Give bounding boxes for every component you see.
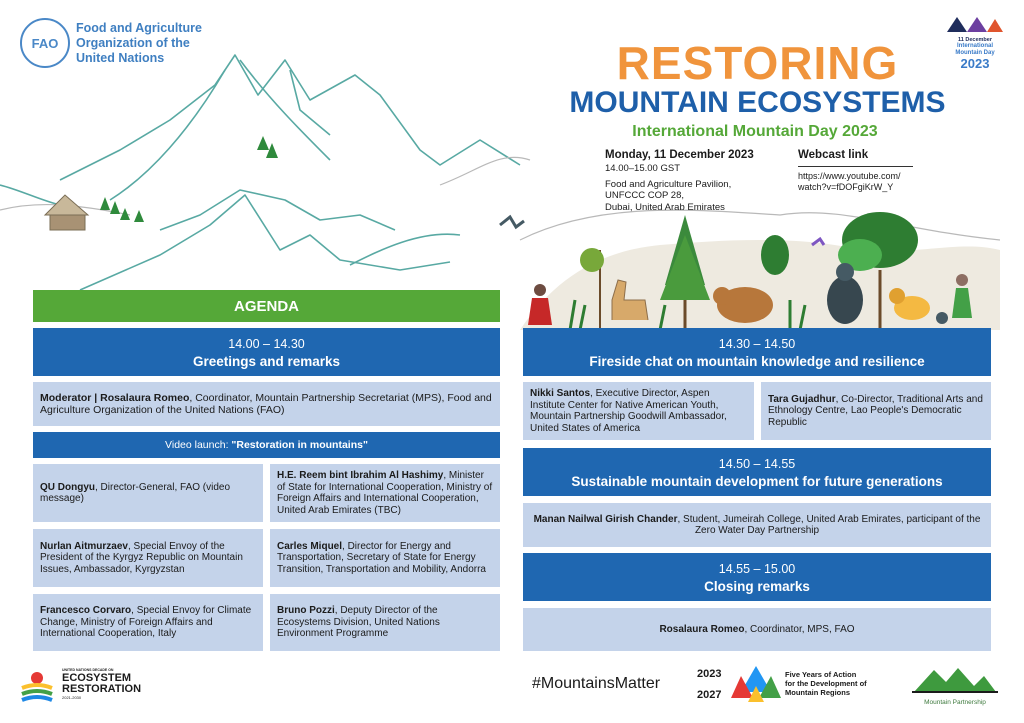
webcast-label: Webcast link [798, 148, 913, 167]
un-decade-line4: 2021-2030 [62, 695, 82, 700]
five-years-line3: Mountain Regions [785, 688, 850, 697]
fao-line2: Organization of the [76, 36, 190, 50]
imd-logo [940, 14, 1010, 70]
mountain-partnership-icon [912, 664, 998, 694]
fao-logo [20, 18, 70, 68]
speaker-card-romeo [523, 608, 991, 651]
title-mountain-ecosystems: MOUNTAIN ECOSYSTEMS [569, 86, 946, 119]
event-venue1: Food and Agriculture Pavilion, [605, 178, 732, 190]
event-info [605, 148, 785, 213]
slot-fireside-title: Fireside chat on mountain knowledge and resilience [589, 354, 925, 369]
five-years-line1: Five Years of Action [785, 670, 857, 679]
video-launch-title: "Restoration in mountains" [231, 439, 368, 451]
years-top: 2023 [697, 668, 722, 680]
fao-name [76, 21, 202, 66]
years-bottom: 2027 [697, 689, 722, 701]
speaker-9-name: Manan Nailwal Girish Chander [533, 513, 678, 525]
speaker-7-role: , Executive Director, Aspen Institute Center for Native American Youth, Mountain Partnership Goodwill Ambassador, United States of America [530, 388, 727, 434]
moderator-role: , Coordinator, Mountain Partnership Secretariat (MPS), Food and Agriculture Organization of the United Nations (FAO) [40, 392, 492, 416]
speaker-6-name: Bruno Pozzi [277, 605, 335, 617]
mountain-partnership-label: Mountain Partnership [924, 699, 986, 706]
slot-closing-time: 14.55 – 15.00 [718, 562, 796, 576]
speaker-2-role: , Minister of State for International Cooperation, Ministry of Foreign Affairs and International Cooperation, United Arab Emirates (TBC) [277, 470, 493, 516]
fao-line3: United Nations [76, 51, 165, 65]
slot-fireside-time: 14.30 – 14.50 [718, 337, 796, 351]
imd-year: 2023 [960, 56, 990, 71]
un-decade-line1: UNITED NATIONS DECADE ON [62, 668, 114, 672]
fao-logo-text: FAO [31, 35, 59, 51]
slot-greetings-time: 14.00 – 14.30 [228, 337, 305, 351]
speaker-3-name: Nurlan Aitmurzaev [40, 540, 128, 552]
speaker-card-al-hashimy [270, 464, 500, 522]
slot-sustainable-title: Sustainable mountain development for future generations [571, 474, 943, 489]
imd-line1: 11 December [958, 37, 992, 43]
slot-sustainable-time: 14.50 – 14.55 [718, 457, 796, 471]
speaker-10-name: Rosalaura Romeo [659, 623, 745, 635]
speaker-9-role: , Student, Jumeirah College, United Arab Emirates, participant of the Zero Water Day Partnership [677, 513, 981, 536]
speaker-2-name: H.E. Reem bint Ibrahim Al Hashimy [277, 470, 444, 481]
speaker-card-corvaro [33, 594, 263, 651]
speaker-card-chander [523, 503, 991, 547]
five-years-line2: for the Development of [785, 679, 867, 688]
slot-closing-remarks [523, 553, 991, 601]
ecosystem-restoration-icon [18, 668, 56, 706]
speaker-1-role: , Director-General, FAO (video message) [40, 481, 231, 504]
webcast-url-1[interactable]: https://www.youtube.com/ [798, 171, 901, 181]
slot-closing-title: Closing remarks [704, 579, 810, 594]
slot-sustainable-development [523, 448, 991, 496]
five-years-logo [697, 664, 897, 708]
speaker-7-name: Nikki Santos [530, 388, 591, 399]
speaker-10-role: , Coordinator, MPS, FAO [744, 623, 855, 635]
mountain-partnership-logo [910, 664, 1000, 708]
title-restoring: RESTORING [616, 37, 899, 89]
agenda-label: AGENDA [233, 297, 299, 315]
event-date: Monday, 11 December 2023 [605, 149, 754, 161]
un-decade-line2: ECOSYSTEM [62, 672, 132, 684]
five-years-mountains-icon [731, 664, 781, 704]
hashtag: #MountainsMatter [532, 675, 661, 692]
fao-line1: Food and Agriculture [76, 21, 202, 35]
speaker-3-role: , Special Envoy of the President of the Kyrgyz Republic on Mountain Issues, Ambassador, Kyrgyzstan [40, 540, 243, 575]
speaker-8-role: , Co-Director, Traditional Arts and Ethnology Centre, Lao People's Democratic Republic [768, 393, 983, 428]
agenda-header [33, 290, 500, 322]
speaker-5-name: Francesco Corvaro [40, 605, 132, 617]
slot-greetings [33, 328, 500, 376]
webcast-info [798, 148, 913, 192]
event-time: 14.00–15.00 GST [605, 163, 680, 174]
subtitle-imd: International Mountain Day 2023 [632, 123, 878, 140]
webcast-url-2[interactable]: watch?v=fDOFgiKrW_Y [798, 181, 894, 192]
imd-line2: International [956, 43, 993, 49]
imd-mountains-icon [945, 14, 1005, 32]
video-launch-bar [33, 432, 500, 458]
un-decade-line3: RESTORATION [62, 683, 142, 695]
speaker-card-gujadhur [761, 382, 991, 440]
event-venue3: Dubai, United Arab Emirates [605, 201, 725, 213]
video-launch-prefix: Video launch: [165, 439, 232, 451]
un-decade-logo [18, 666, 148, 708]
speaker-card-pozzi [270, 594, 500, 651]
speaker-4-name: Carles Miquel [277, 540, 343, 552]
speaker-card-qu-dongyu [33, 464, 263, 522]
speaker-1-name: QU Dongyu [40, 481, 95, 493]
speaker-5-role: , Special Envoy for Climate Change, Ministry of Foreign Affairs and International Cooperation, Italy [40, 605, 252, 640]
event-venue2: UNFCCC COP 28, [605, 190, 685, 201]
slot-greetings-title: Greetings and remarks [192, 354, 341, 369]
speaker-4-role: , Director for Energy and Transportation, Secretary of State for Energy Transition, Transportation and Mobility, Andorra [277, 540, 486, 575]
imd-line3: Mountain Day [955, 50, 995, 56]
moderator-name: Moderator | Rosalaura Romeo [40, 392, 190, 404]
speaker-card-miquel [270, 529, 500, 587]
speaker-8-name: Tara Gujadhur [768, 393, 836, 405]
speaker-card-santos [523, 382, 754, 440]
speaker-card-aitmurzaev [33, 529, 263, 587]
moderator-card [33, 382, 500, 426]
speaker-6-role: , Deputy Director of the Ecosystems Division, United Nations Environment Programme [277, 605, 440, 640]
slot-fireside-chat [523, 328, 991, 376]
